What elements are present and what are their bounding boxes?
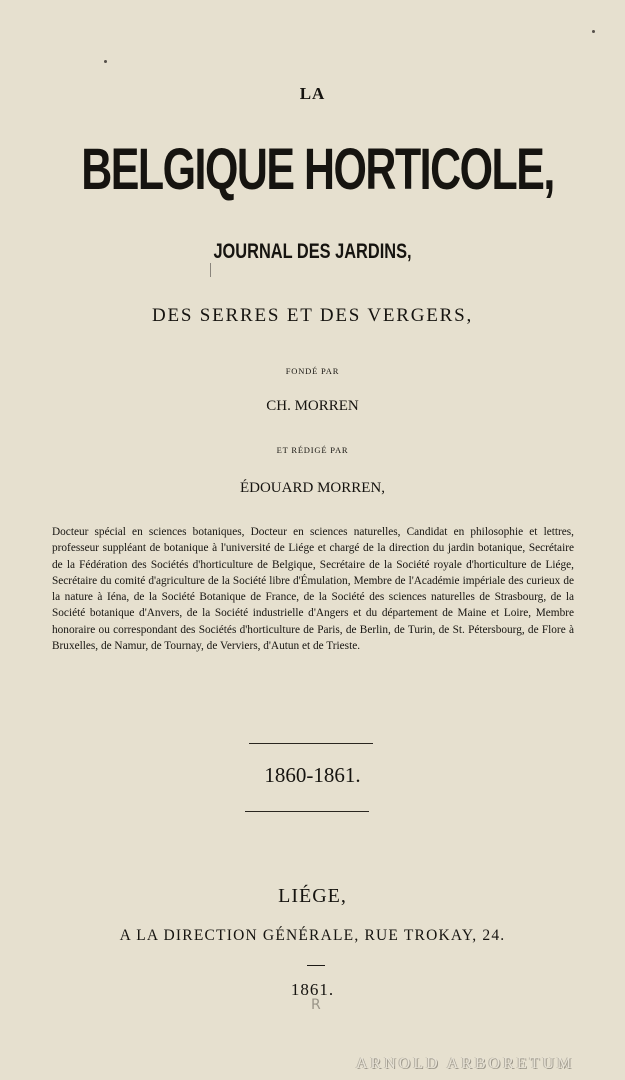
subtitle-serres: DES SERRES ET DES VERGERS, xyxy=(151,305,474,326)
paper-speck xyxy=(104,60,107,63)
volume-years: 1860-1861. xyxy=(264,763,361,787)
founded-by-label: FONDÉ PAR xyxy=(285,366,340,376)
publication-year: 1861. xyxy=(290,980,335,999)
divider-top xyxy=(249,743,373,744)
publisher-address: A LA DIRECTION GÉNÉRALE, RUE TROKAY, 24. xyxy=(119,927,506,944)
paper-speck xyxy=(210,263,211,277)
pencil-mark: R xyxy=(311,997,321,1013)
paper-speck xyxy=(592,30,595,33)
publication-city: LIÉGE, xyxy=(278,885,347,907)
editor-name: ÉDOUARD MORREN, xyxy=(239,480,385,496)
editor-credentials: Docteur spécial en sciences botaniques, Docteur en sciences naturelles, Candidat en philosophie et lettres, professeur suppléant de botanique à l'université de Liége et chargé de la direction du jardin botanique, Secrétaire de la Fédération des Sociétés d'horticulture de Belgique, Secrétaire de la Société royale d'horticulture de Liége, Secrétaire du comité d'agriculture de la Société libre d'Émulation, Membre de l'Académie impériale des curieux de la nature à Iéna, de la Société Botanique de France, de la Société des sciences naturelles de Strasbourg, de la Société botanique d'Anvers, de la Société industrielle d'Angers et du département de Maine et Loire, Membre honoraire ou correspondant des Sociétés d'horticulture de Paris, de Berlin, de Turin, de St. Pétersbourg, de Flore à Bruxelles, de Namur, de Tournay, de Verviers, d'Autun et de Trieste. xyxy=(52,526,574,653)
divider-bottom xyxy=(245,811,369,812)
founder-name: CH. MORREN xyxy=(266,398,359,414)
library-stamp: ARNOLD ARBORETUM xyxy=(356,1055,575,1072)
edited-by-label: ET RÉDIGÉ PAR xyxy=(276,445,349,455)
title-article: LA xyxy=(299,84,326,103)
journal-title: BELGIQUE HORTICOLE, xyxy=(81,137,554,202)
subtitle-journal: JOURNAL DES JARDINS, xyxy=(213,240,412,263)
short-dash xyxy=(307,965,325,966)
